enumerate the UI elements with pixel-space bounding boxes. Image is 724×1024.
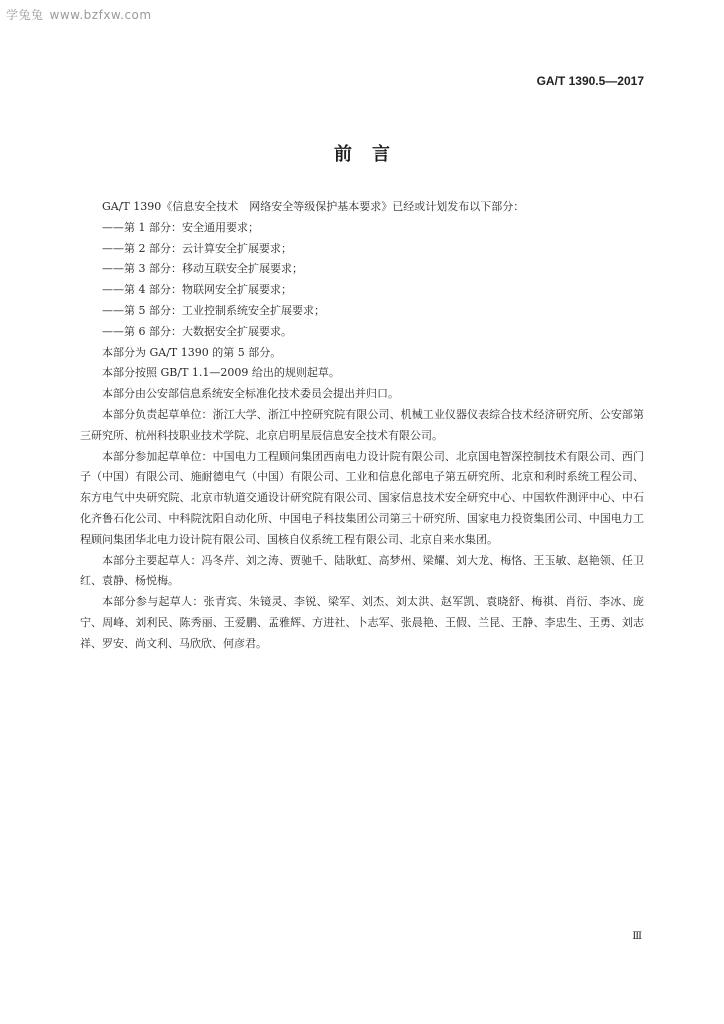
list-item: ——第 5 部分：工业控制系统安全扩展要求；: [102, 303, 325, 317]
main-drafters-paragraph: 本部分主要起草人：冯冬芹、刘之涛、贾驰千、陆耿虹、高梦州、梁耀、刘大龙、梅恪、王玉敏、赵艳领、任卫红、袁静、杨悦梅。: [80, 553, 644, 588]
participating-drafters-paragraph: 本部分参与起草人：张青宾、朱镜灵、李锐、梁军、刘杰、刘太洪、赵军凯、袁晓舒、梅祺、肖衍、李冰、庞宁、周峰、刘利民、陈秀丽、王爱鹏、孟雅辉、方进社、卜志军、张晨艳、王假、兰昆、王静、李忠生、王勇、刘志祥、罗安、尚文利、马欣欣、何彦君。: [80, 595, 644, 650]
watermark: [6, 6, 152, 23]
list-item: ——第 6 部分：大数据安全扩展要求。: [102, 324, 292, 338]
list-item: ——第 4 部分：物联网安全扩展要求；: [102, 283, 292, 297]
standard-number: GA/T 1390.5—2017: [536, 74, 644, 88]
watermark-url: www.bzfxw.com: [49, 8, 152, 22]
drafting-rules-paragraph: 本部分按照 GB/T 1.1—2009 给出的规则起草。: [102, 366, 340, 380]
list-item: ——第 1 部分：安全通用要求；: [102, 220, 259, 234]
participating-units-paragraph: 本部分参加起草单位：中国电力工程顾问集团西南电力设计院有限公司、北京国电智深控制技术有限公司、西门子（中国）有限公司、施耐德电气（中国）有限公司、工业和信息化部电子第五研究所、北京和利时系统工程公司、东方电气中央研究院、北京市轨道交通设计研究院有限公司、国家信息技术安全研究中心、中国软件测评中心、中石化齐鲁石化公司、中科院沈阳自动化所、中国电子科技集团公司第三十研究所、国家电力投资集团公司、中国电力工程顾问集团华北电力设计院有限公司、国核自仪系统工程有限公司、北京自来水集团。: [80, 449, 644, 546]
foreword-body: [80, 197, 644, 655]
list-item: ——第 2 部分：云计算安全扩展要求；: [102, 241, 292, 255]
page-title: 前言: [334, 144, 410, 165]
page-number: Ⅲ: [632, 931, 642, 942]
intro-paragraph: GA/T 1390《信息安全技术 网络安全等级保护基本要求》已经或计划发布以下部分：: [102, 200, 525, 213]
watermark-site-name: 学兔兔: [6, 8, 44, 22]
part-statement-paragraph: 本部分为 GA/T 1390 的第 5 部分。: [102, 345, 282, 359]
proposer-paragraph: 本部分由公安部信息系统安全标准化技术委员会提出并归口。: [102, 387, 399, 401]
list-item: ——第 3 部分：移动互联安全扩展要求；: [102, 262, 303, 276]
lead-drafting-units-paragraph: 本部分负责起草单位：浙江大学、浙江中控研究院有限公司、机械工业仪器仪表综合技术经济研究所、公安部第三研究所、杭州科技职业技术学院、北京启明星辰信息安全技术有限公司。: [80, 407, 644, 442]
